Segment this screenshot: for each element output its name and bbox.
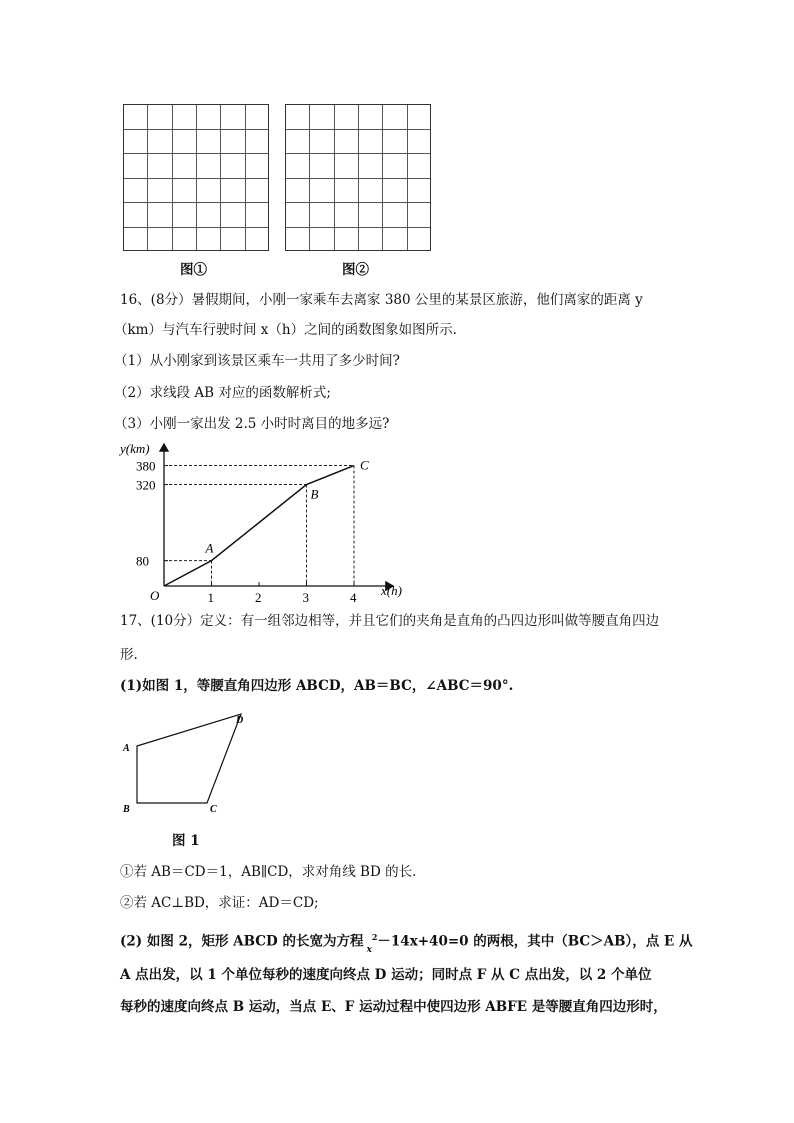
- vertex-d-label: D: [236, 715, 244, 726]
- q17-line2: 形.: [120, 647, 138, 663]
- grid-figure-1: [123, 104, 269, 251]
- x-tick-label: 1: [207, 590, 214, 605]
- grid-line-horizontal: [124, 178, 268, 179]
- q17-part2-b: －14x+40=0 的两根，其中（BC＞AB），点 E 从: [377, 933, 693, 950]
- q16-line1: 16、(8分）暑假期间，小刚一家乘车去离家 380 公里的某景区旅游，他们离家的距离 y: [120, 292, 643, 308]
- q17-part2-line1: [120, 928, 692, 953]
- grid-line-horizontal: [124, 202, 268, 203]
- grid-line-vertical: [245, 105, 246, 250]
- quadrilateral-figure: [115, 706, 255, 818]
- q17-part2-x: x: [366, 944, 372, 955]
- y-tick-label: 380: [136, 458, 156, 474]
- grid-line-vertical: [220, 105, 221, 250]
- q17-part2-a: (2) 如图 2，矩形 ABCD 的长宽为方程: [120, 933, 364, 950]
- grid-line-horizontal: [124, 227, 268, 228]
- q16-sub2: （2）求线段 AB 对应的函数解析式;: [114, 385, 331, 401]
- vertex-c-label: C: [210, 804, 217, 815]
- grid-line-horizontal: [286, 178, 430, 179]
- vertex-a-label: A: [123, 743, 130, 754]
- vertex-b-label: B: [123, 804, 130, 815]
- origin-label: O: [150, 588, 160, 603]
- point-label-c: C: [360, 457, 369, 473]
- grid-figure-1-label: 图①: [180, 262, 207, 278]
- y-axis-label: y(km): [120, 441, 150, 456]
- grid-line-horizontal: [286, 227, 430, 228]
- q16-sub1: （1）从小刚家到该景区乘车一共用了多少时间?: [114, 353, 400, 369]
- grid-figure-2-label: 图②: [342, 262, 369, 278]
- x-axis-label: x(h): [381, 583, 402, 598]
- quadrilateral-abcd: [137, 714, 244, 803]
- grid-line-vertical: [382, 105, 383, 250]
- q17-part1: (1)如图 1，等腰直角四边形 ABCD，AB＝BC，∠ABC＝90°.: [120, 678, 514, 694]
- x-tick-label: 4: [350, 590, 357, 605]
- y-tick-label: 320: [136, 477, 156, 493]
- function-line: [164, 466, 354, 586]
- point-label-a: A: [205, 540, 214, 556]
- q17-part2-line2: A 点出发，以 1 个单位每秒的速度向终点 D 运动；同时点 F 从 C 点出发，以 2 个单位: [120, 967, 652, 983]
- q17-item2: ②若 AC⊥BD，求证：AD＝CD;: [120, 895, 319, 911]
- q17-part2-line3: 每秒的速度向终点 B 运动，当点 E、F 运动过程中使四边形 ABFE 是等腰直角四边形时，: [120, 999, 667, 1015]
- function-graph: [110, 436, 410, 606]
- point-label-b: B: [310, 486, 319, 502]
- grid-figure-2: [285, 104, 431, 251]
- x-tick-label: 2: [255, 590, 262, 605]
- y-tick-label: 80: [136, 553, 149, 569]
- q17-part2-sup: 2: [371, 932, 378, 942]
- grid-line-vertical: [407, 105, 408, 250]
- q17-line1: 17、(10分）定义：有一组邻边相等，并且它们的夹角是直角的凸四边形叫做等腰直角四边: [120, 613, 660, 629]
- figure-1-label: 图 1: [172, 833, 200, 849]
- q16-line2: （km）与汽车行驶时间 x（h）之间的函数图象如图所示.: [114, 322, 457, 338]
- grid-line-horizontal: [286, 202, 430, 203]
- x-tick-label: 3: [302, 590, 309, 605]
- q17-item1: ①若 AB＝CD＝1，AB∥CD，求对角线 BD 的长.: [120, 864, 417, 880]
- q16-sub3: （3）小刚一家出发 2.5 小时时离目的地多远?: [114, 416, 390, 432]
